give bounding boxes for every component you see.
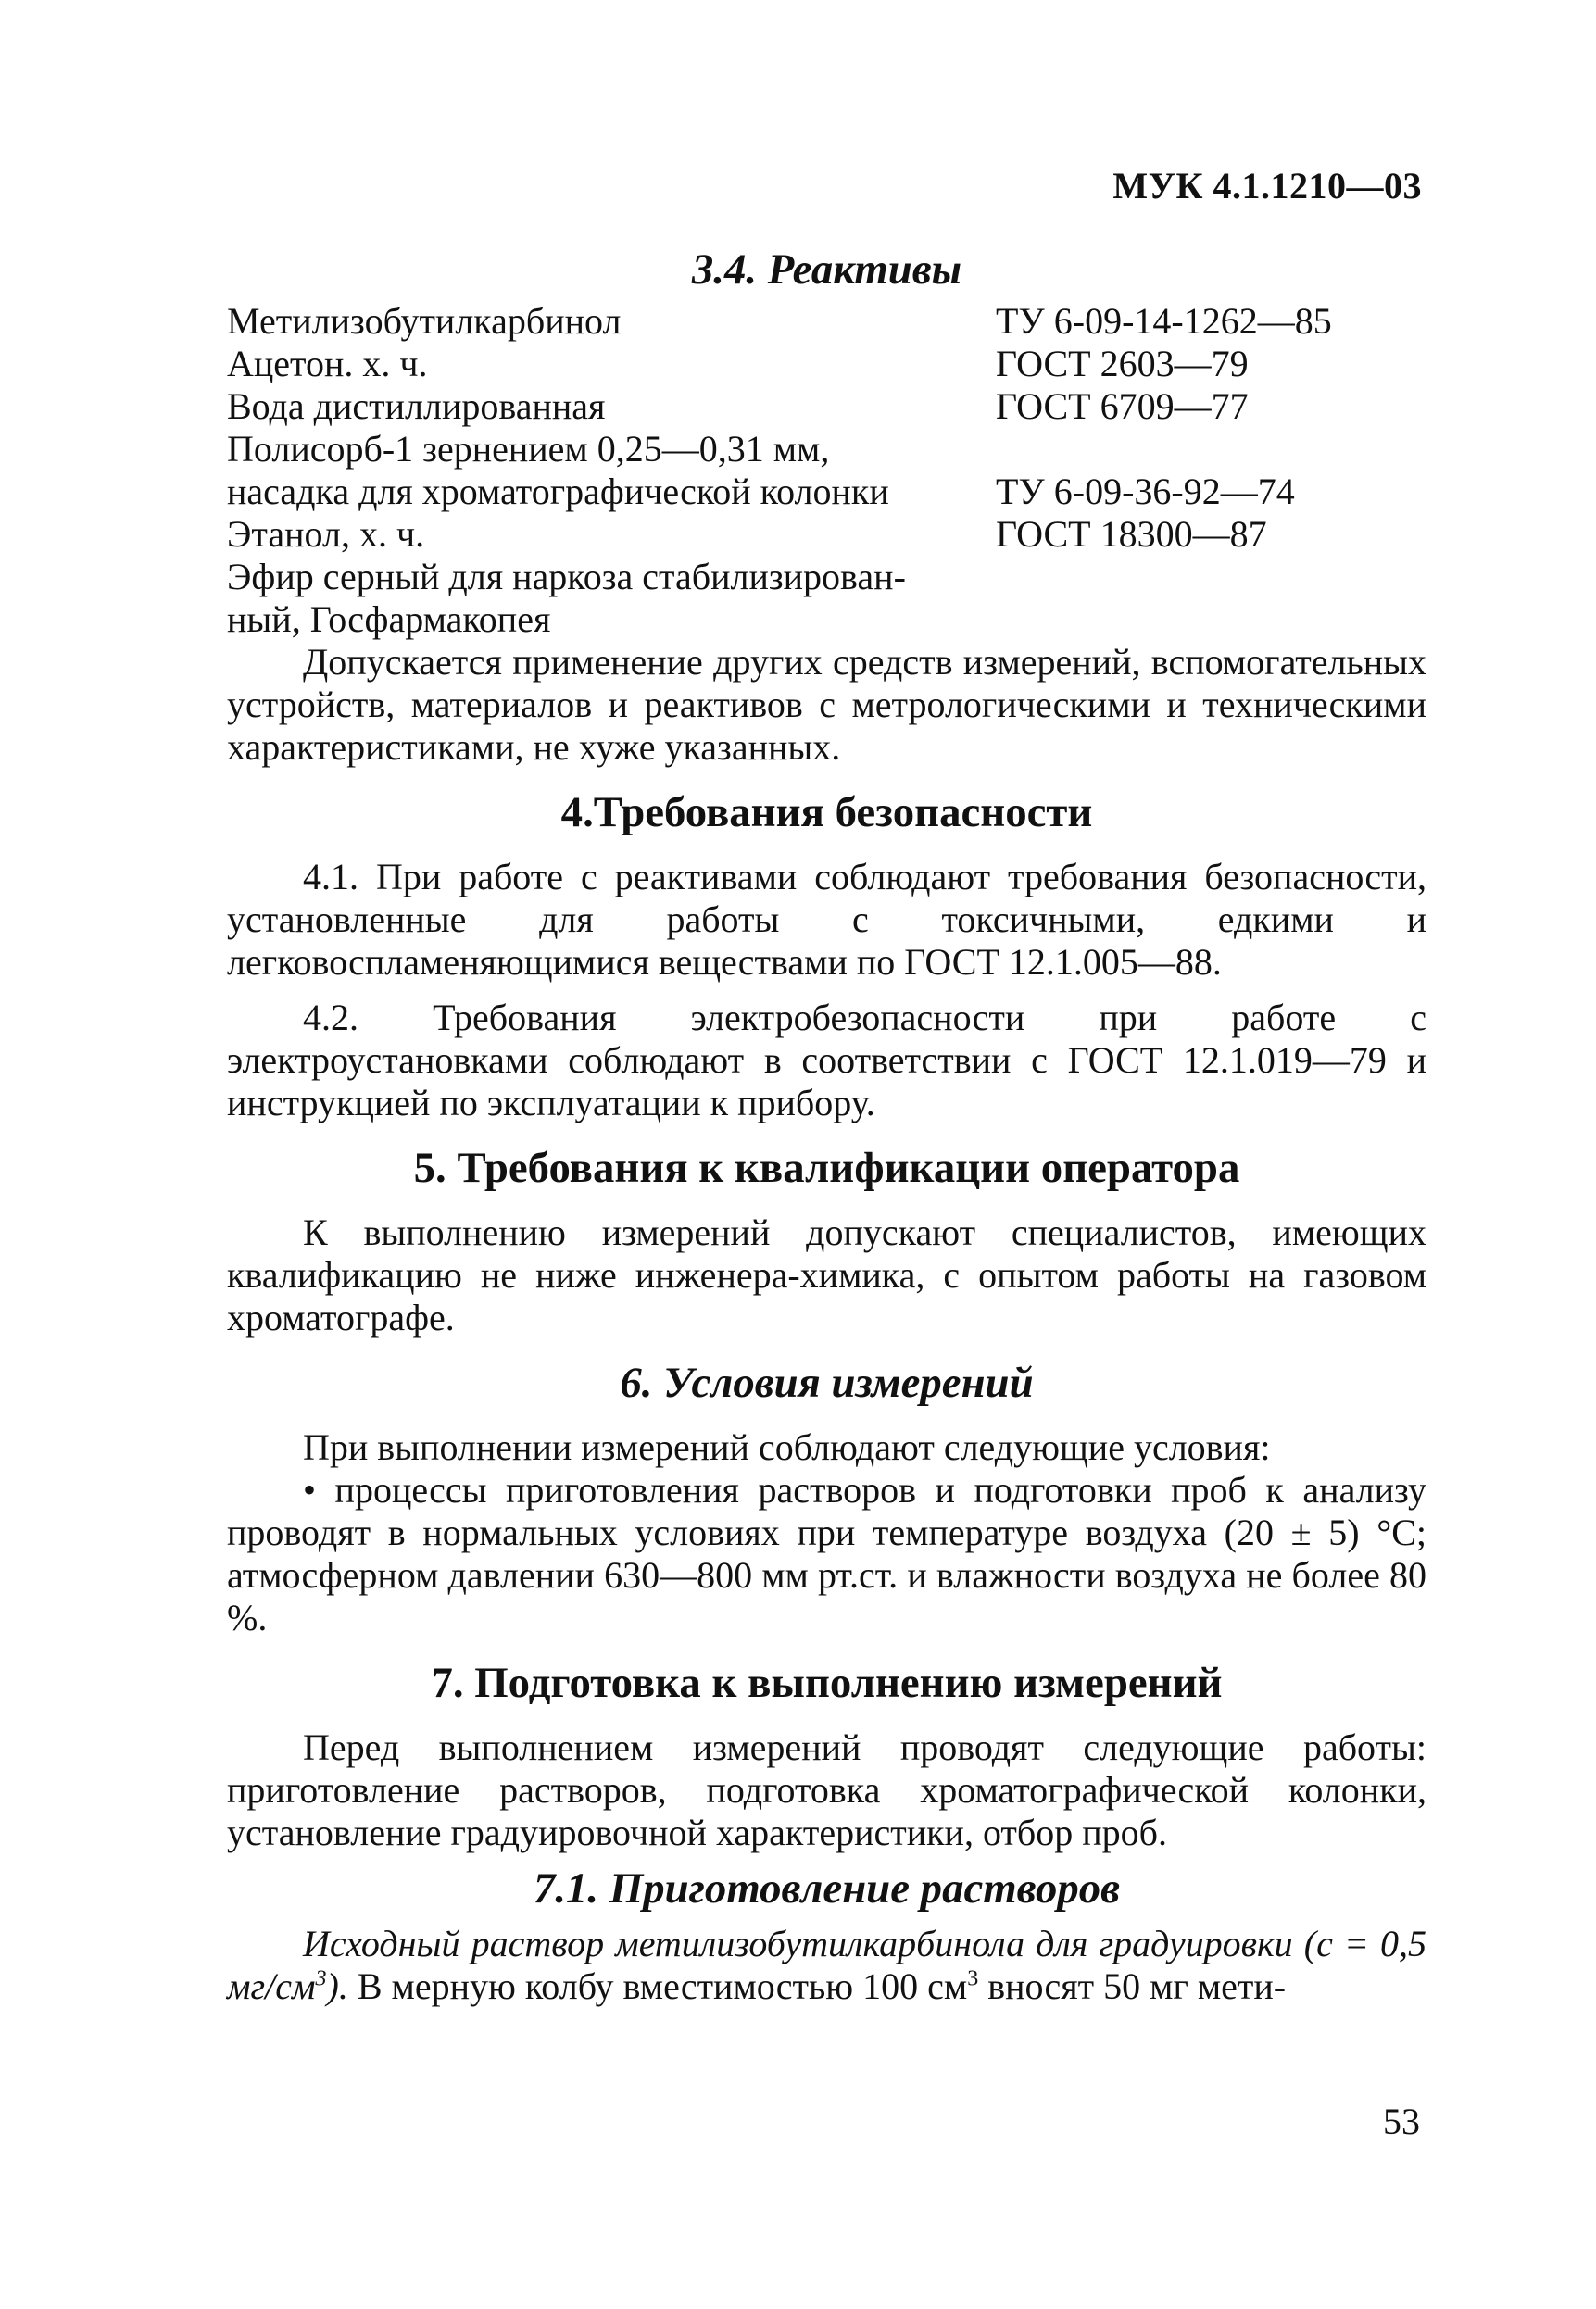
reagent-row [227, 300, 1426, 343]
reagent-name: Этанол, х. ч. [227, 513, 425, 555]
reagent-name: Вода дистиллированная [227, 385, 606, 427]
reagent-name: Ацетон. х. ч. [227, 343, 428, 384]
reagent-standard: ТУ 6-09-36-92—74 [996, 471, 1295, 512]
reagent-row [227, 598, 1426, 641]
section-7-1-paragraph-1 [227, 1923, 1426, 2008]
stock-solution-label: Исходный раствор метилизобутилкарбинола для градуировки (с = 0,5 мг/см [227, 1923, 1426, 2007]
reagent-row [227, 385, 1426, 428]
section-7-1-heading: 7.1. Приготовление растворов [533, 1864, 1121, 1913]
paragraph-text: вносят 50 мг мети- [978, 1965, 1287, 2007]
reagent-name: Эфир серный для наркоза стабилизирован- [227, 556, 906, 597]
reagents-note: Допускается применение других средств измерений, вспомогательных устройств, материалов и реактивов с метрологическими и техническими характеристиками, не хуже указанных. [227, 641, 1426, 768]
reagent-row [227, 513, 1426, 556]
reagent-name: насадка для хроматографической колонки [227, 471, 889, 512]
reagents-heading: 3.4. Реактивы [691, 245, 962, 294]
reagent-standard: ТУ 6-09-14-1262—85 [996, 300, 1332, 342]
stock-solution-label-end: ). [326, 1965, 348, 2007]
reagent-name: Метилизобутилкарбинол [227, 300, 622, 342]
document-id: МУК 4.1.1210—03 [1112, 165, 1422, 207]
reagent-row [227, 556, 1426, 598]
reagent-row [227, 343, 1426, 385]
section-5-heading: 5. Требования к квалификации оператора [413, 1144, 1240, 1192]
reagent-standard: ГОСТ 18300—87 [996, 513, 1267, 555]
reagent-name: Полисорб-1 зернением 0,25—0,31 мм, [227, 428, 830, 470]
reagent-row [227, 471, 1426, 513]
reagent-standard: ГОСТ 6709—77 [996, 385, 1249, 427]
superscript-3: 3 [315, 1966, 327, 1991]
reagent-row [227, 428, 1426, 471]
superscript-3: 3 [967, 1966, 979, 1991]
section-4-paragraph-1: 4.1. При работе с реактивами соблюдают требования безопасности, установленные для работы с токсичными, едкими и легковоспламеняющимися веществами по ГОСТ 12.1.005—88. [227, 856, 1426, 983]
section-4-paragraph-2: 4.2. Требования электробезопасности при работе с электроустановками соблюдают в соответствии с ГОСТ 12.1.019—79 и инструкцией по эксплуатации к прибору. [227, 997, 1426, 1123]
section-7-paragraph-1: Перед выполнением измерений проводят следующие работы: приготовление растворов, подготовка хроматографической колонки, установление градуировочной характеристики, отбор проб. [227, 1726, 1426, 1853]
reagents-list [227, 300, 1426, 641]
reagent-name: ный, Госфармакопея [227, 598, 551, 640]
section-6-heading: 6. Условия измерений [620, 1359, 1034, 1407]
page-content [227, 245, 1426, 2008]
reagent-standard: ГОСТ 2603—79 [996, 343, 1249, 384]
section-7-heading: 7. Подготовка к выполнению измерений [431, 1659, 1223, 1707]
section-6-bullet: • процессы приготовления растворов и подготовки проб к анализу проводят в нормальных условиях при температуре воздуха (20 ± 5) °С; атмосферном давлении 630—800 мм рт.ст. и влажности воздуха не более 80 %. [227, 1469, 1426, 1638]
section-4-heading: 4.Требования безопасности [560, 788, 1093, 836]
page-number: 53 [1383, 2101, 1420, 2142]
section-5-paragraph-1: К выполнению измерений допускают специалистов, имеющих квалификацию не ниже инженера-химика, с опытом работы на газовом хроматографе. [227, 1211, 1426, 1338]
paragraph-text: В мерную колбу вместимостью 100 см [347, 1965, 968, 2007]
section-6-paragraph-1: При выполнении измерений соблюдают следующие условия: [303, 1426, 1271, 1468]
